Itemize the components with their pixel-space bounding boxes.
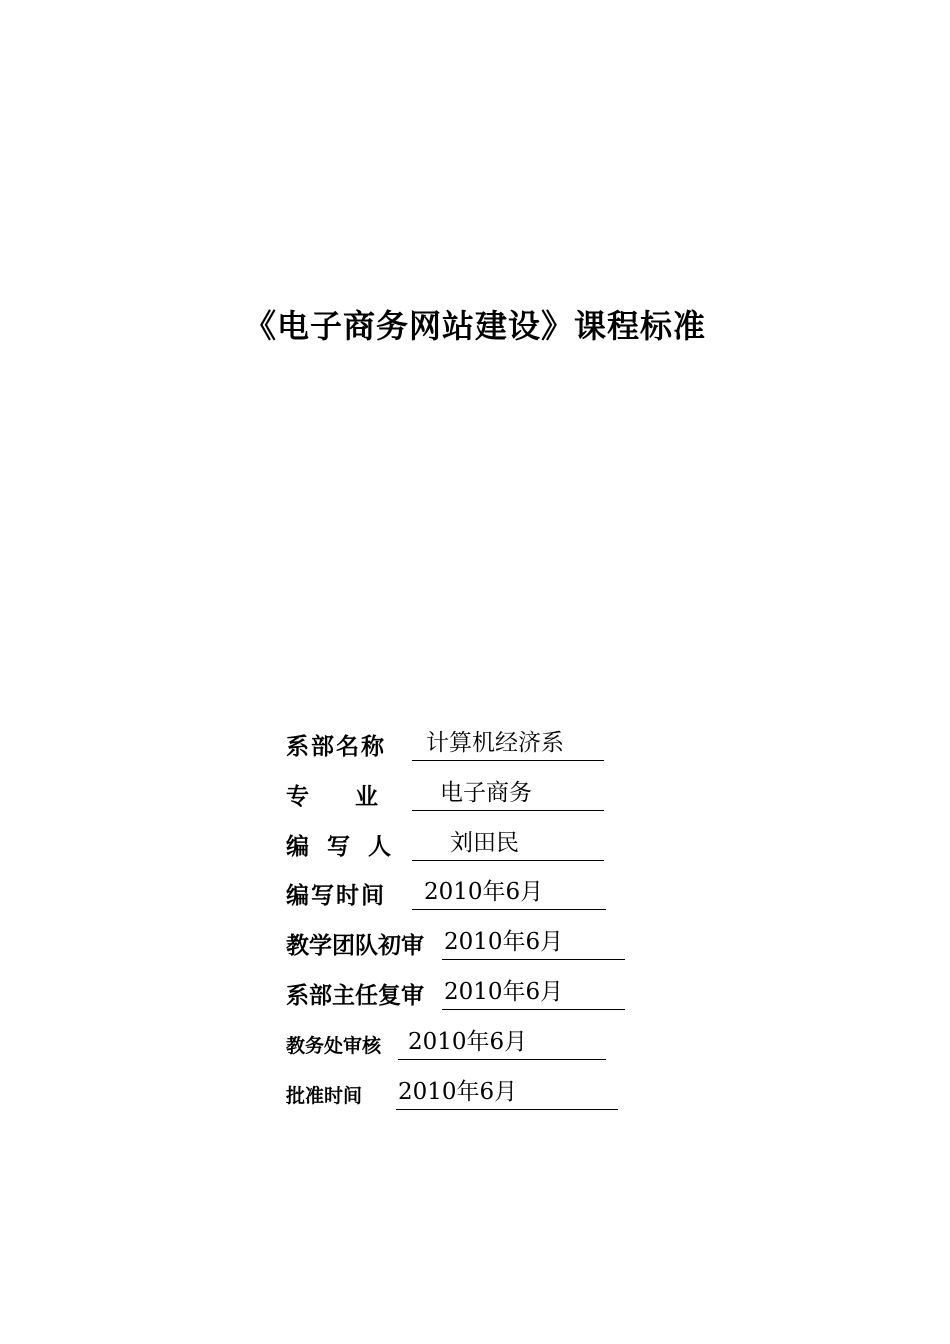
compile-time-row xyxy=(286,877,616,911)
approval-time-field xyxy=(396,1077,618,1110)
department-label: 系部名称 xyxy=(286,733,386,760)
director-review-value: 2010年6月 xyxy=(444,979,564,1005)
department-field xyxy=(412,728,604,761)
compile-time-value: 2010年6月 xyxy=(424,879,544,905)
major-label: 专 业 xyxy=(286,783,378,810)
team-review-row xyxy=(286,927,631,961)
author-row xyxy=(286,828,616,862)
academic-office-field xyxy=(398,1027,606,1060)
department-value: 计算机经济系 xyxy=(426,730,564,756)
team-review-field xyxy=(442,927,625,960)
author-value: 刘田民 xyxy=(450,830,519,856)
document-title: 《电子商务网站建设》课程标准 xyxy=(243,307,706,345)
director-review-field xyxy=(442,977,625,1010)
major-field xyxy=(412,778,604,811)
team-review-label: 教学团队初审 xyxy=(286,932,424,959)
approval-time-value: 2010年6月 xyxy=(398,1079,518,1105)
author-field xyxy=(412,828,604,861)
academic-office-value: 2010年6月 xyxy=(408,1029,528,1055)
academic-office-label: 教务处审核 xyxy=(286,1035,382,1057)
team-review-value: 2010年6月 xyxy=(444,929,564,955)
director-review-label: 系部主任复审 xyxy=(286,982,424,1009)
author-label: 编 写 人 xyxy=(286,833,397,860)
department-row xyxy=(286,728,616,762)
academic-office-row xyxy=(286,1027,616,1061)
director-review-row xyxy=(286,977,631,1011)
major-value: 电子商务 xyxy=(440,780,532,806)
major-row xyxy=(286,778,616,812)
compile-time-field xyxy=(412,877,606,910)
compile-time-label: 编写时间 xyxy=(286,882,386,909)
approval-time-row xyxy=(286,1077,626,1111)
approval-time-label: 批准时间 xyxy=(286,1085,363,1107)
